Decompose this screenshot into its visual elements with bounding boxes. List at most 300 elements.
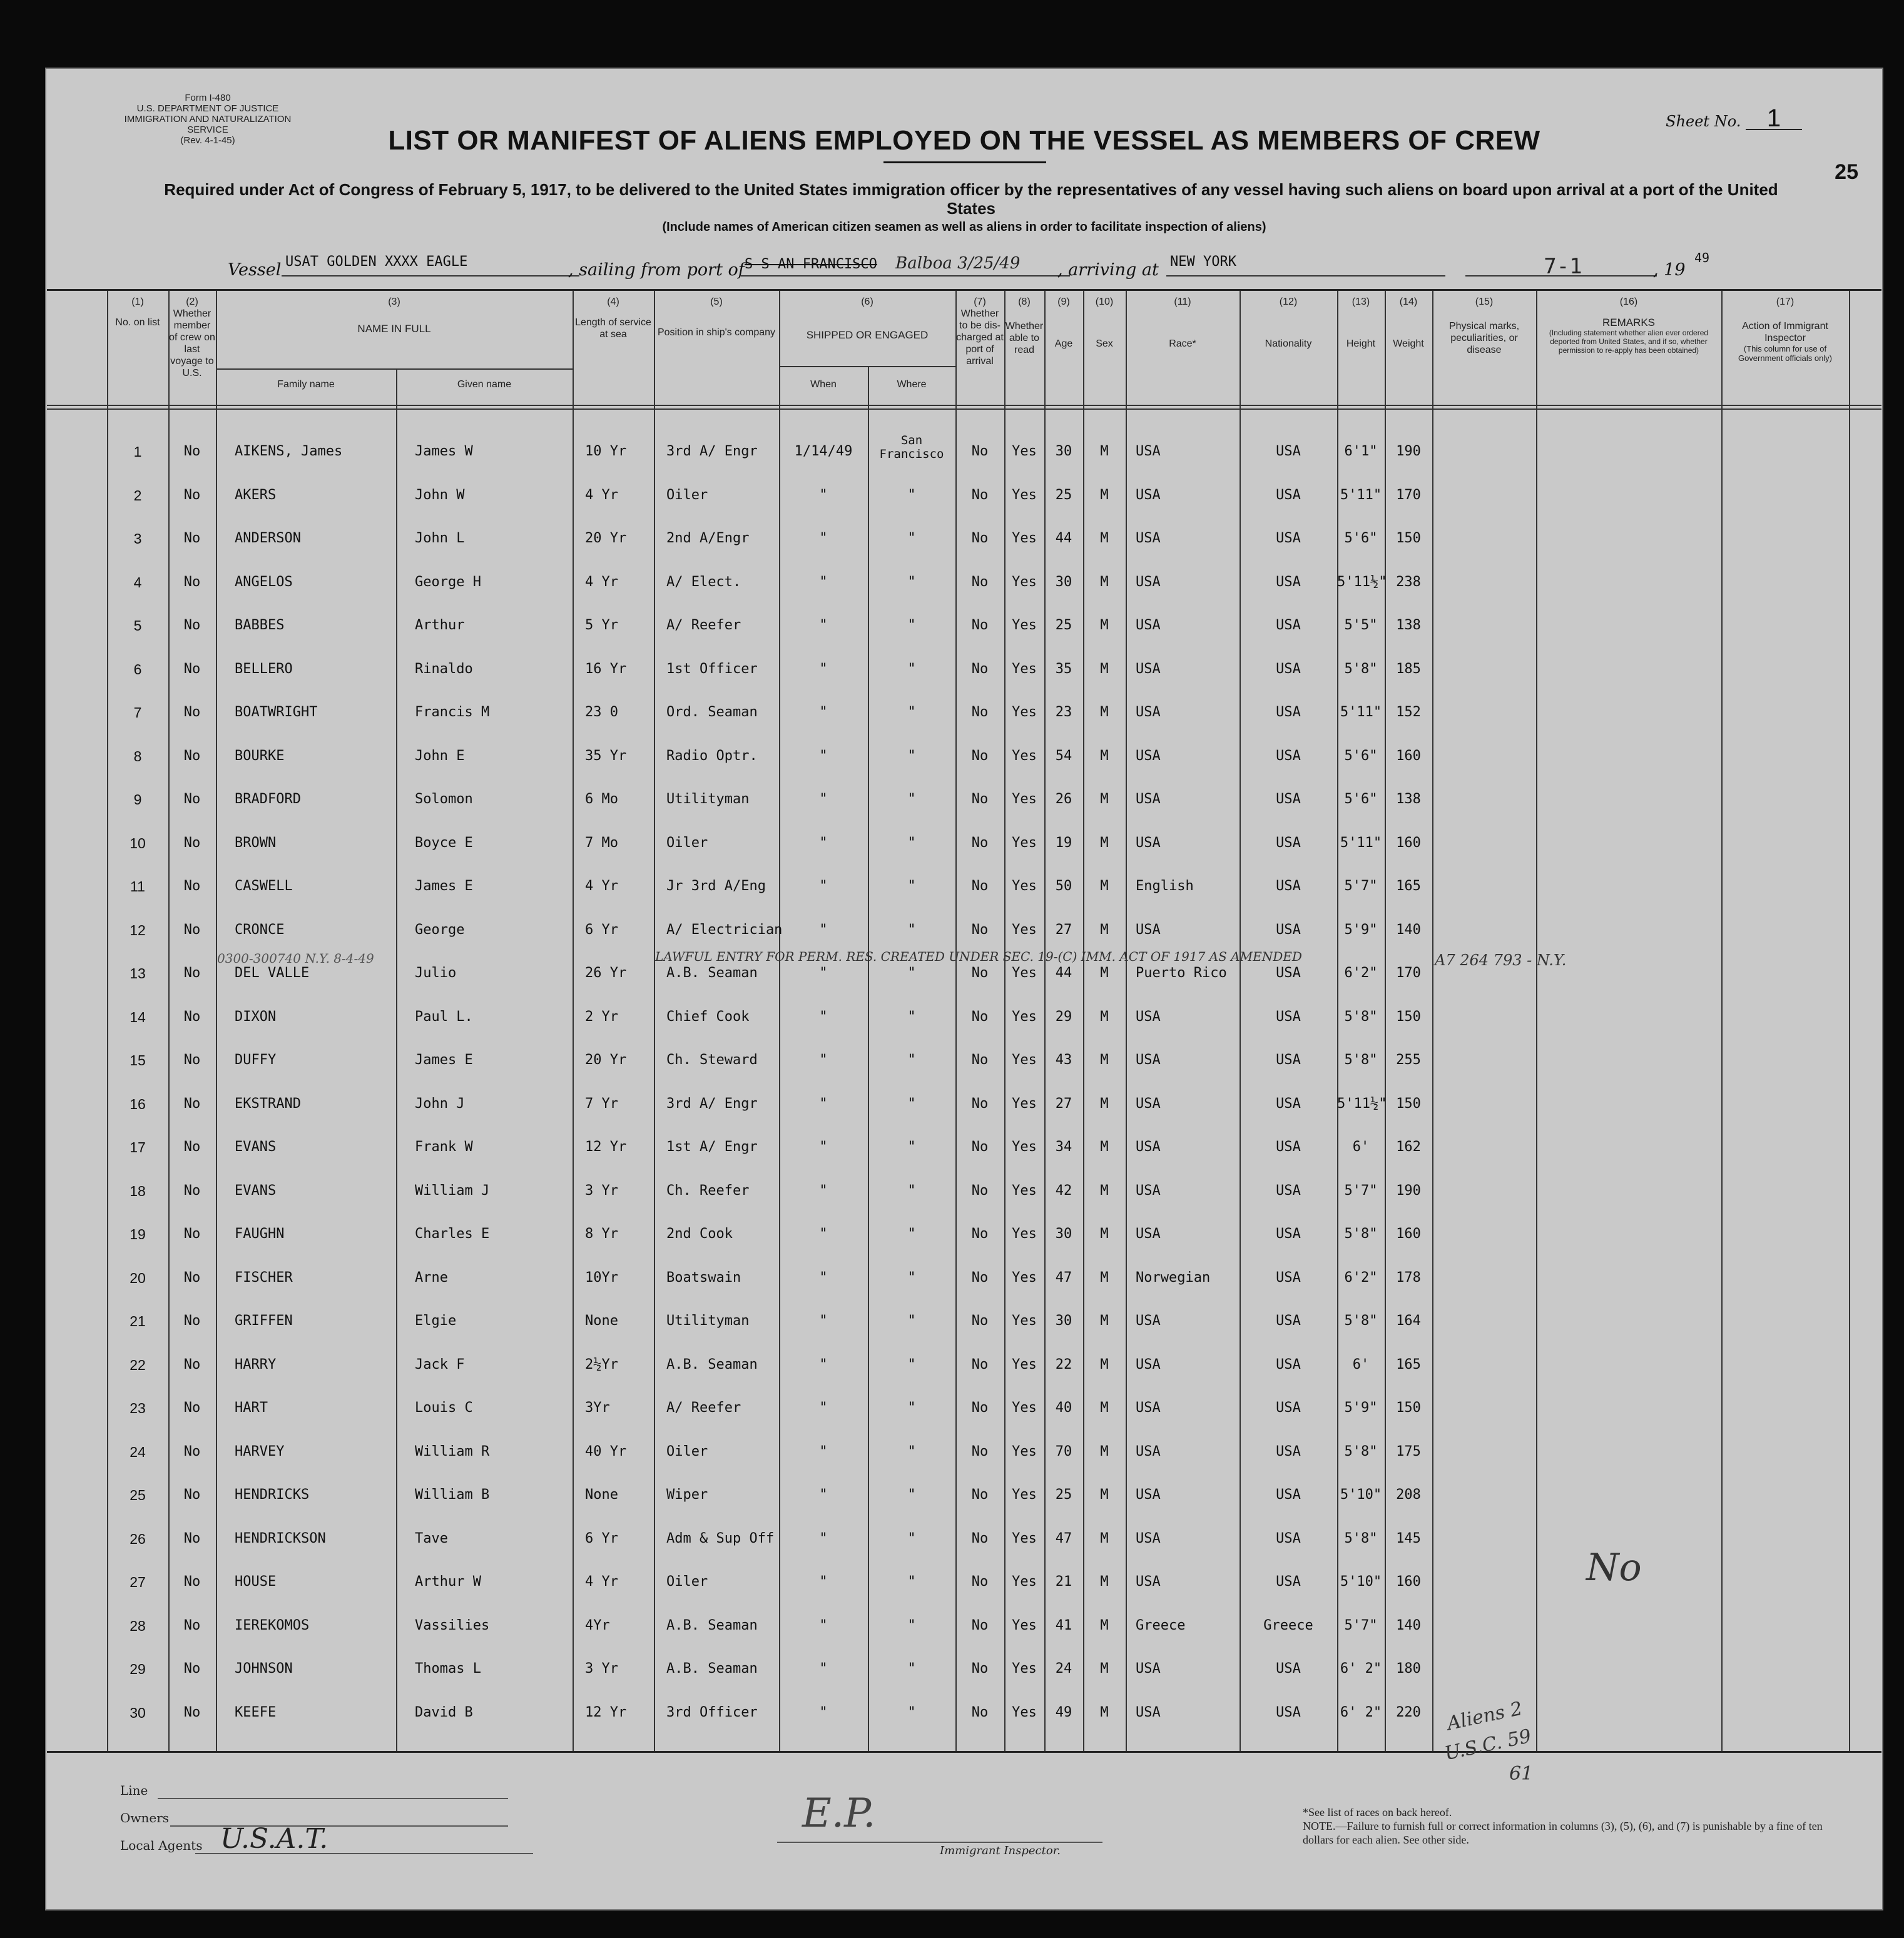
cell-able-to-read: Yes (1012, 1530, 1037, 1546)
cell-shipped-where: " (907, 1095, 916, 1112)
col11-label: Race* (1169, 338, 1196, 349)
cell-race: USA (1136, 444, 1161, 459)
cell-shipped-when: " (819, 835, 828, 851)
cell-nationality: USA (1276, 1487, 1301, 1503)
cell-shipped-where: " (907, 1269, 916, 1286)
cell-age: 35 (1055, 661, 1072, 677)
cell-shipped-where: " (907, 1487, 916, 1503)
penalty-note: NOTE.—Failure to furnish full or correct information in columns (3), (5), (6), and (7) is punishable by a fine of ten dollars for each alien. See other side. (1303, 1820, 1823, 1846)
cell-service-length: 4 Yr (585, 574, 618, 590)
cell-service-length: 10Yr (585, 1269, 618, 1286)
cell-height: 5'11" (1340, 835, 1382, 851)
cell-able-to-read: Yes (1012, 1661, 1037, 1677)
family-name-header: Family name (277, 379, 335, 390)
cell-discharged: No (971, 791, 989, 807)
cell-discharged: No (971, 1617, 989, 1633)
table-row (47, 1137, 1881, 1158)
cell-prior-voyage: No (183, 791, 201, 807)
cell-row-number: 22 (130, 1356, 146, 1373)
cell-prior-voyage: No (183, 1269, 201, 1286)
cell-shipped-where: " (907, 1400, 916, 1416)
cell-service-length: None (585, 1313, 618, 1329)
cell-shipped-when: " (819, 1400, 828, 1416)
cell-shipped-when: " (819, 574, 828, 590)
cell-row-number: 13 (130, 965, 146, 982)
cell-prior-voyage: No (183, 1704, 201, 1720)
cell-weight: 175 (1396, 1443, 1421, 1459)
cell-shipped-where: " (907, 965, 916, 981)
cell-row-number: 14 (130, 1008, 146, 1025)
cell-age: 21 (1055, 1574, 1072, 1590)
table-row (47, 572, 1881, 593)
cell-row-number: 12 (130, 921, 146, 938)
cell-given-name: William B (415, 1487, 490, 1503)
cell-shipped-where: " (907, 1617, 916, 1633)
cell-height: 5'11" (1340, 487, 1382, 503)
col6-header (779, 296, 955, 341)
footer-notes (1303, 1805, 1841, 1847)
cell-service-length: 26 Yr (585, 965, 627, 981)
col16-sub: (Including statement whether alien ever ordered deported from United States, and if so, whether permission to re-apply has been obtained) (1549, 328, 1709, 355)
cell-age: 41 (1055, 1617, 1072, 1633)
cell-shipped-when: " (819, 1661, 828, 1677)
cell-weight: 160 (1396, 1226, 1421, 1242)
cell-nationality: USA (1276, 1139, 1301, 1155)
cell-sex: M (1100, 1139, 1109, 1155)
footer (45, 1782, 1883, 1907)
cell-age: 49 (1055, 1704, 1072, 1720)
cell-nationality: USA (1276, 878, 1301, 894)
cell-service-length: 4 Yr (585, 487, 618, 503)
cell-family-name: BROWN (235, 835, 277, 851)
cell-race: English (1136, 878, 1194, 894)
cell-shipped-when: " (819, 878, 828, 894)
cell-nationality: USA (1276, 617, 1301, 633)
cell-weight: 150 (1396, 1095, 1421, 1112)
cell-able-to-read: Yes (1012, 530, 1037, 546)
cell-service-length: 6 Mo (585, 791, 618, 807)
cell-given-name: George H (415, 574, 481, 590)
form-number: Form I-480 (185, 93, 231, 103)
cell-race: USA (1136, 661, 1161, 677)
arrival-date: 7-1 (1465, 254, 1657, 276)
cell-family-name: FISCHER (235, 1269, 293, 1286)
cell-row-number: 15 (130, 1052, 146, 1068)
cell-family-name: GRIFFEN (235, 1313, 293, 1329)
col2-label: Whether member of crew on last voyage to U.S. (169, 308, 215, 378)
cell-able-to-read: Yes (1012, 1226, 1037, 1242)
cell-family-name: HENDRICKS (235, 1487, 310, 1503)
cell-shipped-where: " (907, 878, 916, 894)
cell-race: USA (1136, 574, 1161, 590)
cell-age: 19 (1055, 835, 1072, 851)
cell-able-to-read: Yes (1012, 1313, 1037, 1329)
col14-header (1385, 296, 1432, 350)
cell-weight: 150 (1396, 530, 1421, 546)
cell-service-length: 6 Yr (585, 1530, 618, 1546)
header-rule (47, 405, 1881, 406)
cell-family-name: DIXON (235, 1008, 277, 1025)
cell-height: 6' 2" (1340, 1704, 1382, 1720)
cell-able-to-read: Yes (1012, 1617, 1037, 1633)
cell-service-length: 20 Yr (585, 1052, 627, 1068)
cell-race: USA (1136, 1008, 1161, 1025)
cell-discharged: No (971, 444, 989, 459)
cell-shipped-when: " (819, 1226, 828, 1242)
cell-able-to-read: Yes (1012, 1443, 1037, 1459)
cell-prior-voyage: No (183, 530, 201, 546)
row13-note-right: A7 264 793 - N.Y. (1435, 951, 1567, 969)
table-row (47, 1050, 1881, 1071)
cell-race: USA (1136, 1530, 1161, 1546)
cell-height: 5'7" (1344, 1617, 1378, 1633)
cell-height: 5'8" (1344, 661, 1378, 677)
cell-row-number: 17 (130, 1139, 146, 1155)
table-row (47, 1484, 1881, 1506)
cell-prior-voyage: No (183, 1574, 201, 1590)
cell-race: USA (1136, 1095, 1161, 1112)
cell-prior-voyage: No (183, 1617, 201, 1633)
cell-shipped-where: " (907, 1008, 916, 1025)
table-row (47, 702, 1881, 723)
cell-weight: 160 (1396, 1574, 1421, 1590)
cell-discharged: No (971, 574, 989, 590)
col11-number: (11) (1174, 297, 1191, 307)
cell-given-name: Tave (415, 1530, 448, 1546)
cell-prior-voyage: No (183, 1095, 201, 1112)
cell-shipped-when: " (819, 1095, 828, 1112)
col10-number: (10) (1095, 297, 1114, 307)
cell-shipped-when: " (819, 1443, 828, 1459)
cell-race: USA (1136, 1139, 1161, 1155)
cell-shipped-where: " (907, 530, 916, 546)
cell-given-name: Thomas L (415, 1661, 481, 1677)
cell-weight: 145 (1396, 1530, 1421, 1546)
cell-sex: M (1100, 1356, 1109, 1372)
cell-age: 30 (1055, 1226, 1072, 1242)
cell-discharged: No (971, 835, 989, 851)
cell-row-number: 9 (133, 791, 142, 808)
cell-race: USA (1136, 487, 1161, 503)
cell-height: 5'8" (1344, 1313, 1378, 1329)
cell-sex: M (1100, 835, 1109, 851)
sailing-from (741, 254, 1070, 276)
cell-nationality: USA (1276, 444, 1301, 459)
cell-position: A/ Reefer (666, 1400, 741, 1416)
cell-able-to-read: Yes (1012, 487, 1037, 503)
cell-able-to-read: Yes (1012, 965, 1037, 981)
cell-row-number: 20 (130, 1269, 146, 1286)
cell-given-name: John J (415, 1095, 465, 1112)
cell-family-name: HART (235, 1400, 268, 1416)
cell-given-name: James E (415, 1052, 473, 1068)
cell-position: Oiler (666, 835, 708, 851)
cell-race: USA (1136, 530, 1161, 546)
cell-given-name: Jack F (415, 1356, 465, 1372)
cell-nationality: USA (1276, 1530, 1301, 1546)
cell-given-name: James E (415, 878, 473, 894)
cell-race: Puerto Rico (1136, 965, 1227, 981)
cell-given-name: William J (415, 1182, 490, 1199)
cell-family-name: CRONCE (235, 921, 285, 938)
cell-given-name: George (415, 921, 465, 938)
cell-row-number: 23 (130, 1400, 146, 1416)
col1-number: (1) (131, 297, 144, 307)
cell-nationality: USA (1276, 704, 1301, 720)
cell-shipped-where: " (907, 1356, 916, 1372)
cell-family-name: ANGELOS (235, 574, 293, 590)
cell-race: USA (1136, 1313, 1161, 1329)
cell-position: Utilityman (666, 1313, 750, 1329)
cell-discharged: No (971, 748, 989, 764)
cell-height: 5'6" (1344, 791, 1378, 807)
cell-prior-voyage: No (183, 878, 201, 894)
cell-given-name: David B (415, 1704, 473, 1720)
vessel-label: Vessel (228, 260, 282, 280)
cell-weight: 255 (1396, 1052, 1421, 1068)
cell-sex: M (1100, 661, 1109, 677)
cell-given-name: James W (415, 444, 473, 459)
cell-given-name: John L (415, 530, 465, 546)
vessel-line (45, 250, 1883, 284)
cell-shipped-where: " (907, 835, 916, 851)
given-name-header: Given name (457, 379, 512, 390)
cell-prior-voyage: No (183, 1139, 201, 1155)
cell-nationality: USA (1276, 1400, 1301, 1416)
line-label: Line (120, 1783, 148, 1798)
col2-header (168, 296, 216, 379)
cell-service-length: 3Yr (585, 1400, 610, 1416)
manifest-page (45, 68, 1883, 1910)
sailing-from-handwritten: Balboa 3/25/49 (895, 254, 1021, 273)
table-row (47, 963, 1881, 984)
col6-label: SHIPPED OR ENGAGED (806, 329, 929, 341)
cell-service-length: None (585, 1487, 618, 1503)
cell-nationality: USA (1276, 1226, 1301, 1242)
cell-nationality: USA (1276, 1661, 1301, 1677)
table-row (47, 1702, 1881, 1723)
inspector-signature: E.P. (802, 1790, 876, 1837)
cell-family-name: IEREKOMOS (235, 1617, 310, 1633)
cell-sex: M (1100, 1617, 1109, 1633)
cell-shipped-when: " (819, 1356, 828, 1372)
cell-weight: 165 (1396, 878, 1421, 894)
cell-prior-voyage: No (183, 1226, 201, 1242)
col13-header (1337, 296, 1385, 350)
cell-height: 5'6" (1344, 748, 1378, 764)
cell-service-length: 2 Yr (585, 1008, 618, 1025)
cell-discharged: No (971, 1008, 989, 1025)
cell-discharged: No (971, 530, 989, 546)
cell-family-name: BABBES (235, 617, 285, 633)
cell-age: 25 (1055, 1487, 1072, 1503)
cell-weight: 160 (1396, 835, 1421, 851)
cell-given-name: William R (415, 1443, 490, 1459)
cell-weight: 138 (1396, 617, 1421, 633)
cell-row-number: 24 (130, 1443, 146, 1460)
table-row (47, 1093, 1881, 1115)
cell-prior-voyage: No (183, 1182, 201, 1199)
col5-number: (5) (710, 297, 723, 307)
table-row (47, 1658, 1881, 1680)
cell-position: 3rd A/ Engr (666, 1095, 758, 1112)
cell-given-name: Rinaldo (415, 661, 473, 677)
cell-nationality: USA (1276, 1443, 1301, 1459)
cell-prior-voyage: No (183, 444, 201, 459)
cell-family-name: EKSTRAND (235, 1095, 301, 1112)
cell-discharged: No (971, 487, 989, 503)
cell-nationality: USA (1276, 1095, 1301, 1112)
cell-discharged: No (971, 704, 989, 720)
cell-service-length: 8 Yr (585, 1226, 618, 1242)
cell-age: 70 (1055, 1443, 1072, 1459)
cell-able-to-read: Yes (1012, 1269, 1037, 1286)
line-field (158, 1782, 508, 1799)
cell-nationality: USA (1276, 487, 1301, 503)
cell-position: Utilityman (666, 791, 750, 807)
cell-height: 5'10" (1340, 1574, 1382, 1590)
cell-able-to-read: Yes (1012, 791, 1037, 807)
cell-family-name: HENDRICKSON (235, 1530, 326, 1546)
table-row (47, 1615, 1881, 1636)
cell-prior-voyage: No (183, 1400, 201, 1416)
cell-shipped-where: " (907, 1226, 916, 1242)
cell-service-length: 3 Yr (585, 1661, 618, 1677)
cell-position: 3rd A/ Engr (666, 444, 758, 459)
col17-number: (17) (1776, 297, 1795, 307)
cell-nationality: USA (1276, 1704, 1301, 1720)
agents-field: U.S.A.T. (195, 1823, 533, 1854)
cell-height: 5'11" (1340, 704, 1382, 720)
cell-service-length: 6 Yr (585, 921, 618, 938)
cell-shipped-when: " (819, 1313, 828, 1329)
cell-race: USA (1136, 1400, 1161, 1416)
count-note-usc: U.S.C. 59 (1442, 1725, 1534, 1765)
cell-service-length: 4Yr (585, 1617, 610, 1633)
cell-nationality: USA (1276, 791, 1301, 807)
cell-sex: M (1100, 1052, 1109, 1068)
cell-age: 54 (1055, 748, 1072, 764)
cell-prior-voyage: No (183, 661, 201, 677)
cell-height: 5'7" (1344, 878, 1378, 894)
cell-shipped-where: " (907, 1052, 916, 1068)
cell-height: 5'9" (1344, 1400, 1378, 1416)
cell-shipped-when: " (819, 487, 828, 503)
table-row (47, 1354, 1881, 1376)
cell-shipped-where: " (907, 704, 916, 720)
cell-age: 30 (1055, 574, 1072, 590)
col4-label: Length of service at sea (575, 317, 651, 340)
cell-family-name: AKERS (235, 487, 277, 503)
cell-shipped-when: " (819, 1487, 828, 1503)
col8-number: (8) (1018, 297, 1031, 307)
cell-given-name: Paul L. (415, 1008, 473, 1025)
cell-discharged: No (971, 965, 989, 981)
cell-shipped-when: " (819, 1052, 828, 1068)
cell-discharged: No (971, 1661, 989, 1677)
cell-race: USA (1136, 1226, 1161, 1242)
cell-position: Chief Cook (666, 1008, 750, 1025)
cell-family-name: DUFFY (235, 1052, 277, 1068)
cell-age: 43 (1055, 1052, 1072, 1068)
table-row (47, 615, 1881, 636)
cell-family-name: BELLERO (235, 661, 293, 677)
cell-family-name: DEL VALLE (235, 965, 310, 981)
no-mark: No (1586, 1546, 1642, 1590)
arriving-port: NEW YORK (1166, 254, 1445, 276)
cell-age: 24 (1055, 1661, 1072, 1677)
cell-able-to-read: Yes (1012, 1052, 1037, 1068)
cell-service-length: 2½Yr (585, 1356, 618, 1372)
col17-sub: (This column for use of Government officials only) (1738, 344, 1833, 363)
col10-label: Sex (1096, 338, 1113, 349)
cell-race: USA (1136, 921, 1161, 938)
cell-discharged: No (971, 1095, 989, 1112)
header-rule (216, 368, 573, 370)
cell-height: 5'11½" (1337, 1095, 1387, 1112)
vessel-name: USAT GOLDEN XXXX EAGLE (282, 254, 579, 276)
header-rule (47, 408, 1881, 410)
cell-family-name: KEEFE (235, 1704, 277, 1720)
col1-header (107, 296, 168, 328)
col7-header (955, 296, 1004, 367)
cell-nationality: USA (1276, 965, 1301, 981)
cell-nationality: USA (1276, 530, 1301, 546)
cell-height: 6' (1352, 1356, 1370, 1372)
col11-header (1126, 296, 1240, 350)
cell-position: 3rd Officer (666, 1704, 758, 1720)
cell-service-length: 23 0 (585, 704, 618, 720)
col3-label: NAME IN FULL (357, 323, 431, 335)
col14-label: Weight (1393, 338, 1424, 349)
col16-number: (16) (1619, 297, 1638, 307)
cell-given-name: Arne (415, 1269, 448, 1286)
cell-family-name: CASWELL (235, 878, 293, 894)
cell-age: 26 (1055, 791, 1072, 807)
cell-discharged: No (971, 878, 989, 894)
cell-sex: M (1100, 1661, 1109, 1677)
table-row (47, 876, 1881, 897)
cell-weight: 185 (1396, 661, 1421, 677)
cell-prior-voyage: No (183, 921, 201, 938)
cell-height: 6'2" (1344, 965, 1378, 981)
subtitle-note: (Include names of American citizen seamen as well as aliens in order to facilitate inspection of aliens) (662, 220, 1266, 234)
cell-discharged: No (971, 921, 989, 938)
cell-able-to-read: Yes (1012, 1574, 1037, 1590)
cell-position: Oiler (666, 487, 708, 503)
cell-able-to-read: Yes (1012, 1008, 1037, 1025)
cell-row-number: 30 (130, 1704, 146, 1721)
cell-sex: M (1100, 1574, 1109, 1590)
cell-family-name: FAUGHN (235, 1226, 285, 1242)
cell-given-name: Julio (415, 965, 457, 981)
cell-nationality: USA (1276, 1313, 1301, 1329)
cell-shipped-when: " (819, 1530, 828, 1546)
cell-shipped-when: " (819, 965, 828, 981)
cell-shipped-when: " (819, 791, 828, 807)
table-row (47, 920, 1881, 941)
cell-prior-voyage: No (183, 748, 201, 764)
cell-prior-voyage: No (183, 704, 201, 720)
cell-shipped-when: " (819, 704, 828, 720)
cell-weight: 162 (1396, 1139, 1421, 1155)
cell-row-number: 8 (133, 748, 142, 764)
cell-able-to-read: Yes (1012, 878, 1037, 894)
cell-weight: 150 (1396, 1008, 1421, 1025)
cell-height: 5'8" (1344, 1052, 1378, 1068)
cell-position: Oiler (666, 1574, 708, 1590)
cell-age: 44 (1055, 965, 1072, 981)
